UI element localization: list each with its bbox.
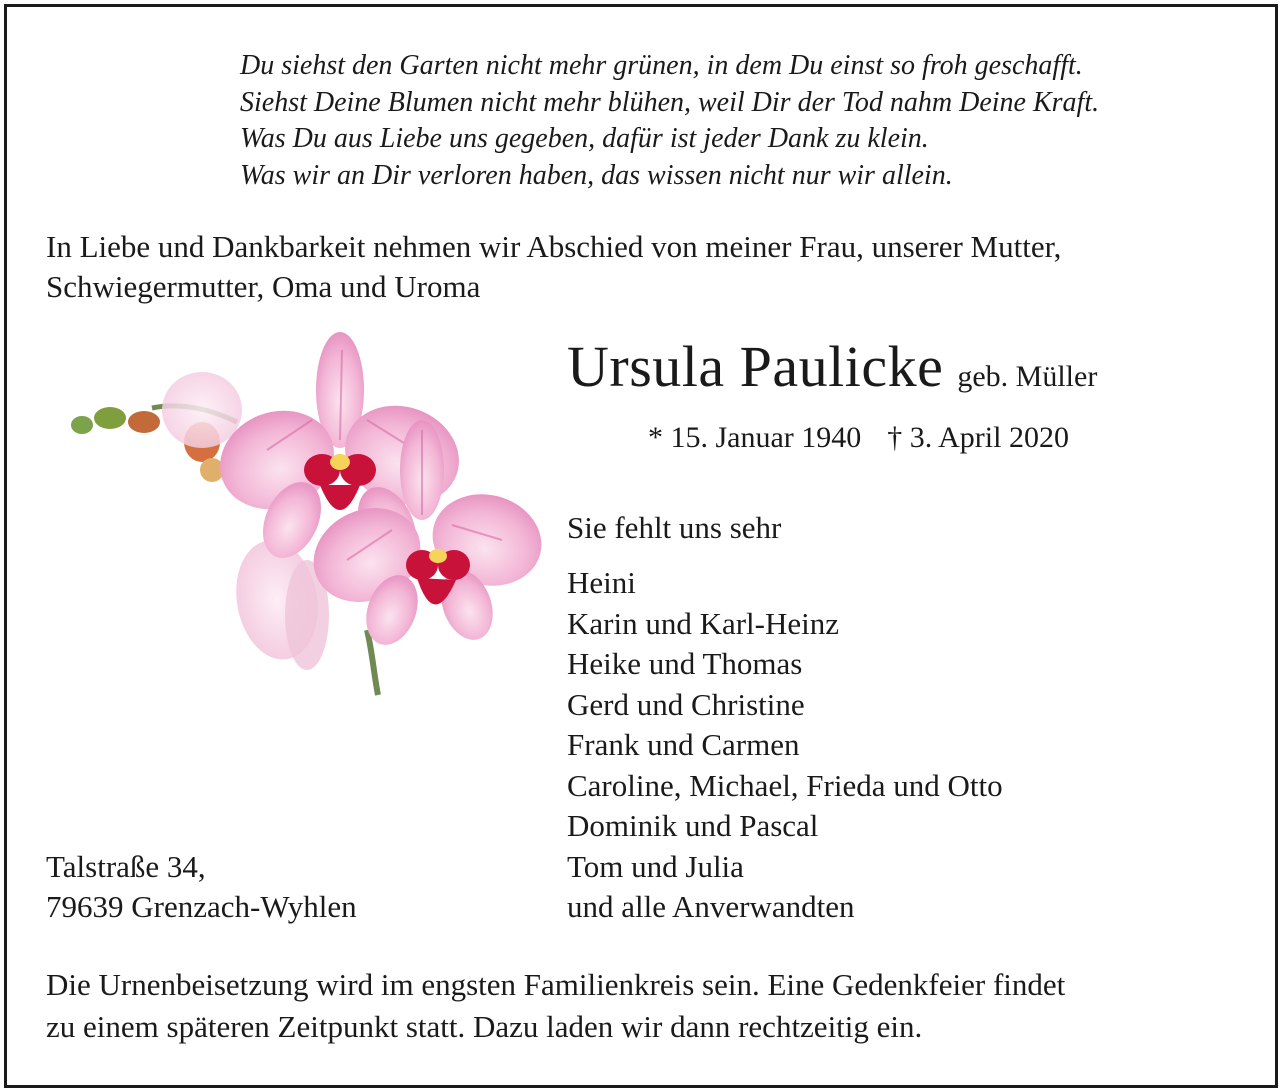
address-street: Talstraße 34, [46,849,206,884]
family-member: Gerd und Christine [567,686,805,722]
poem-line: Du siehst den Garten nicht mehr grünen, in dem Du einst so froh geschafft. [240,50,1083,81]
family-member: Caroline, Michael, Frieda und Otto [567,767,1003,803]
intro-text [46,227,1236,307]
closing-text [46,964,1246,1048]
birth-date: * 15. Januar 1940 [648,421,862,454]
death-date: † 3. April 2020 [887,421,1069,454]
family-list [567,563,1003,928]
orchid-icon [62,330,552,710]
deceased-name-line [567,332,1097,402]
family-member: Dominik und Pascal [567,808,819,843]
family-member: Tom und Julia [567,848,744,884]
family-member: Frank und Carmen [567,727,800,762]
intro-line: In Liebe und Dankbarkeit nehmen wir Abschied von meiner Frau, unserer Mutter, [46,229,1062,264]
family-member: Karin und Karl-Heinz [567,605,840,641]
life-dates [648,418,1069,458]
address-city: 79639 Grenzach-Wyhlen [46,889,357,924]
closing-line: Die Urnenbeisetzung wird im engsten Familienkreis sein. Eine Gedenkfeier findet [46,967,1066,1002]
poem-line: Siehst Deine Blumen nicht mehr blühen, weil Dir der Tod nahm Deine Kraft. [240,86,1100,118]
poem-line: Was Du aus Liebe uns gegeben, dafür ist jeder Dank zu klein. [240,123,929,154]
address [46,847,357,927]
deceased-name: Ursula Paulicke [567,334,944,399]
family-member: und alle Anverwandten [567,889,855,924]
poem [240,48,1099,194]
family-member: Heike und Thomas [567,646,803,681]
maiden-name: geb. Müller [957,360,1098,393]
missed-message: Sie fehlt uns sehr [567,510,782,545]
poem-line: Was wir an Dir verloren haben, das wissen nicht nur wir allein. [240,159,953,191]
intro-line: Schwiegermutter, Oma und Uroma [46,269,481,304]
family-member: Heini [567,565,636,600]
closing-line: zu einem späteren Zeitpunkt statt. Dazu laden wir dann rechtzeitig ein. [46,1009,923,1044]
